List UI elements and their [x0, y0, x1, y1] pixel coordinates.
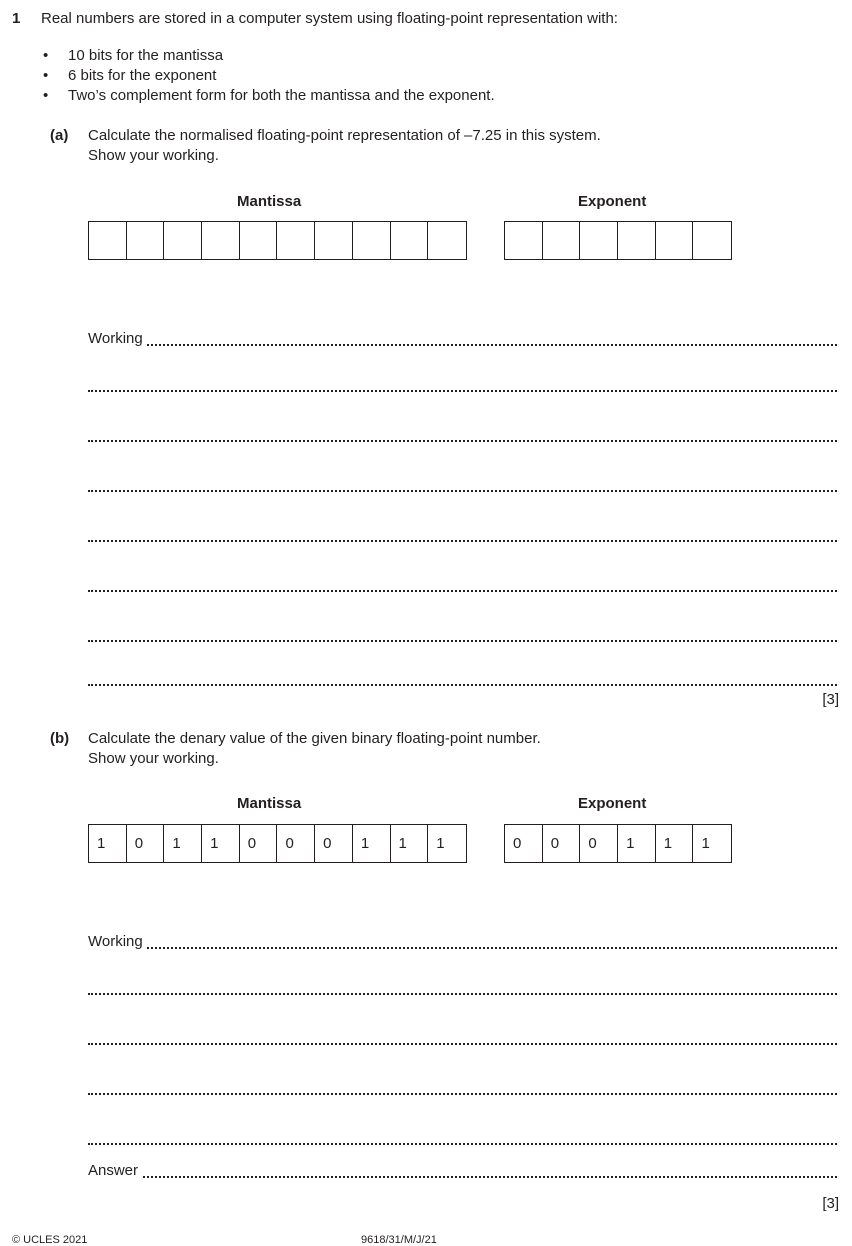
part-b-label: (b) [50, 730, 70, 747]
part-a-label: (a) [50, 127, 69, 144]
mantissa-bit-cell[interactable] [315, 222, 353, 259]
mantissa-bit-cell[interactable] [353, 222, 391, 259]
mantissa-bit-cell[interactable] [164, 222, 202, 259]
mantissa-bit-cell: 0 [240, 825, 278, 862]
part-b-show-working: Show your working. [88, 750, 219, 767]
part-a-answer-line[interactable] [88, 476, 837, 492]
mantissa-bit-cell: 1 [353, 825, 391, 862]
mantissa-bit-cell[interactable] [428, 222, 466, 259]
part-b-mantissa-heading: Mantissa [237, 795, 302, 812]
exponent-bit-cell[interactable] [618, 222, 656, 259]
exponent-bit-cell[interactable] [693, 222, 731, 259]
bullet-marker: • [43, 87, 49, 104]
part-a-answer-line[interactable] [88, 576, 837, 592]
part-a-exponent-grid [504, 221, 732, 260]
part-b-exponent-grid [504, 824, 732, 863]
bullet-item: Two’s complement form for both the mantissa and the exponent. [68, 87, 495, 104]
working-label: Working [88, 330, 147, 347]
part-b-exponent-heading: Exponent [578, 795, 647, 812]
part-b-answer-line[interactable] [88, 979, 837, 995]
part-b-working-line[interactable] [88, 933, 837, 953]
mantissa-bit-cell[interactable] [240, 222, 278, 259]
bullet-marker: • [43, 67, 49, 84]
part-a-show-working: Show your working. [88, 147, 219, 164]
exponent-bit-cell: 0 [505, 825, 543, 862]
exponent-bit-cell: 1 [618, 825, 656, 862]
mantissa-bit-cell[interactable] [127, 222, 165, 259]
mantissa-bit-cell[interactable] [391, 222, 429, 259]
part-b-answer-field[interactable] [88, 1162, 837, 1182]
exponent-bit-cell[interactable] [656, 222, 694, 259]
exponent-bit-cell[interactable] [580, 222, 618, 259]
footer-paper-code: 9618/31/M/J/21 [361, 1234, 437, 1246]
part-a-answer-line[interactable] [88, 626, 837, 642]
part-a-instruction: Calculate the normalised floating-point representation of –7.25 in this system. [88, 127, 601, 144]
bullet-marker: • [43, 47, 49, 64]
part-a-exponent-heading: Exponent [578, 193, 647, 210]
part-a-mantissa-grid [88, 221, 467, 260]
mantissa-bit-cell: 1 [202, 825, 240, 862]
part-b-mantissa-grid [88, 824, 467, 863]
mantissa-bit-cell: 1 [164, 825, 202, 862]
mantissa-bit-cell[interactable] [89, 222, 127, 259]
part-b-answer-line[interactable] [88, 1029, 837, 1045]
dotted-line [88, 1176, 837, 1178]
mantissa-bit-cell: 1 [89, 825, 127, 862]
working-label: Working [88, 933, 147, 950]
exponent-bit-cell: 1 [656, 825, 694, 862]
part-a-mantissa-heading: Mantissa [237, 193, 302, 210]
exponent-bit-cell[interactable] [505, 222, 543, 259]
part-b-instruction: Calculate the denary value of the given binary floating-point number. [88, 730, 541, 747]
footer-copyright: © UCLES 2021 [12, 1234, 88, 1246]
mantissa-bit-cell: 1 [436, 835, 445, 852]
part-b-answer-line[interactable] [88, 1129, 837, 1145]
part-a-working-line[interactable] [88, 330, 837, 350]
mantissa-bit-cell: 0 [315, 825, 353, 862]
dotted-line [88, 947, 837, 949]
mantissa-bit-cell: 0 [127, 825, 165, 862]
exponent-bit-cell: 1 [701, 835, 710, 852]
part-a-answer-line[interactable] [88, 526, 837, 542]
part-b-answer-line[interactable] [88, 1079, 837, 1095]
part-a-answer-line[interactable] [88, 670, 837, 686]
question-intro: Real numbers are stored in a computer system using floating-point representation with: [41, 10, 618, 27]
mantissa-bit-cell: 1 [391, 825, 429, 862]
mantissa-bit-cell: 0 [277, 825, 315, 862]
exponent-bit-cell: 0 [543, 825, 581, 862]
part-a-answer-line[interactable] [88, 426, 837, 442]
exponent-bit-cell[interactable] [543, 222, 581, 259]
bullet-item: 10 bits for the mantissa [68, 47, 224, 64]
dotted-line [88, 344, 837, 346]
part-a-answer-line[interactable] [88, 376, 837, 392]
question-number: 1 [12, 10, 21, 27]
exponent-bit-cell: 0 [580, 825, 618, 862]
part-b-marks: [3] [822, 1195, 839, 1212]
answer-label: Answer [88, 1162, 142, 1179]
bullet-item: 6 bits for the exponent [68, 67, 217, 84]
mantissa-bit-cell[interactable] [202, 222, 240, 259]
part-a-marks: [3] [822, 691, 839, 708]
mantissa-bit-cell[interactable] [277, 222, 315, 259]
